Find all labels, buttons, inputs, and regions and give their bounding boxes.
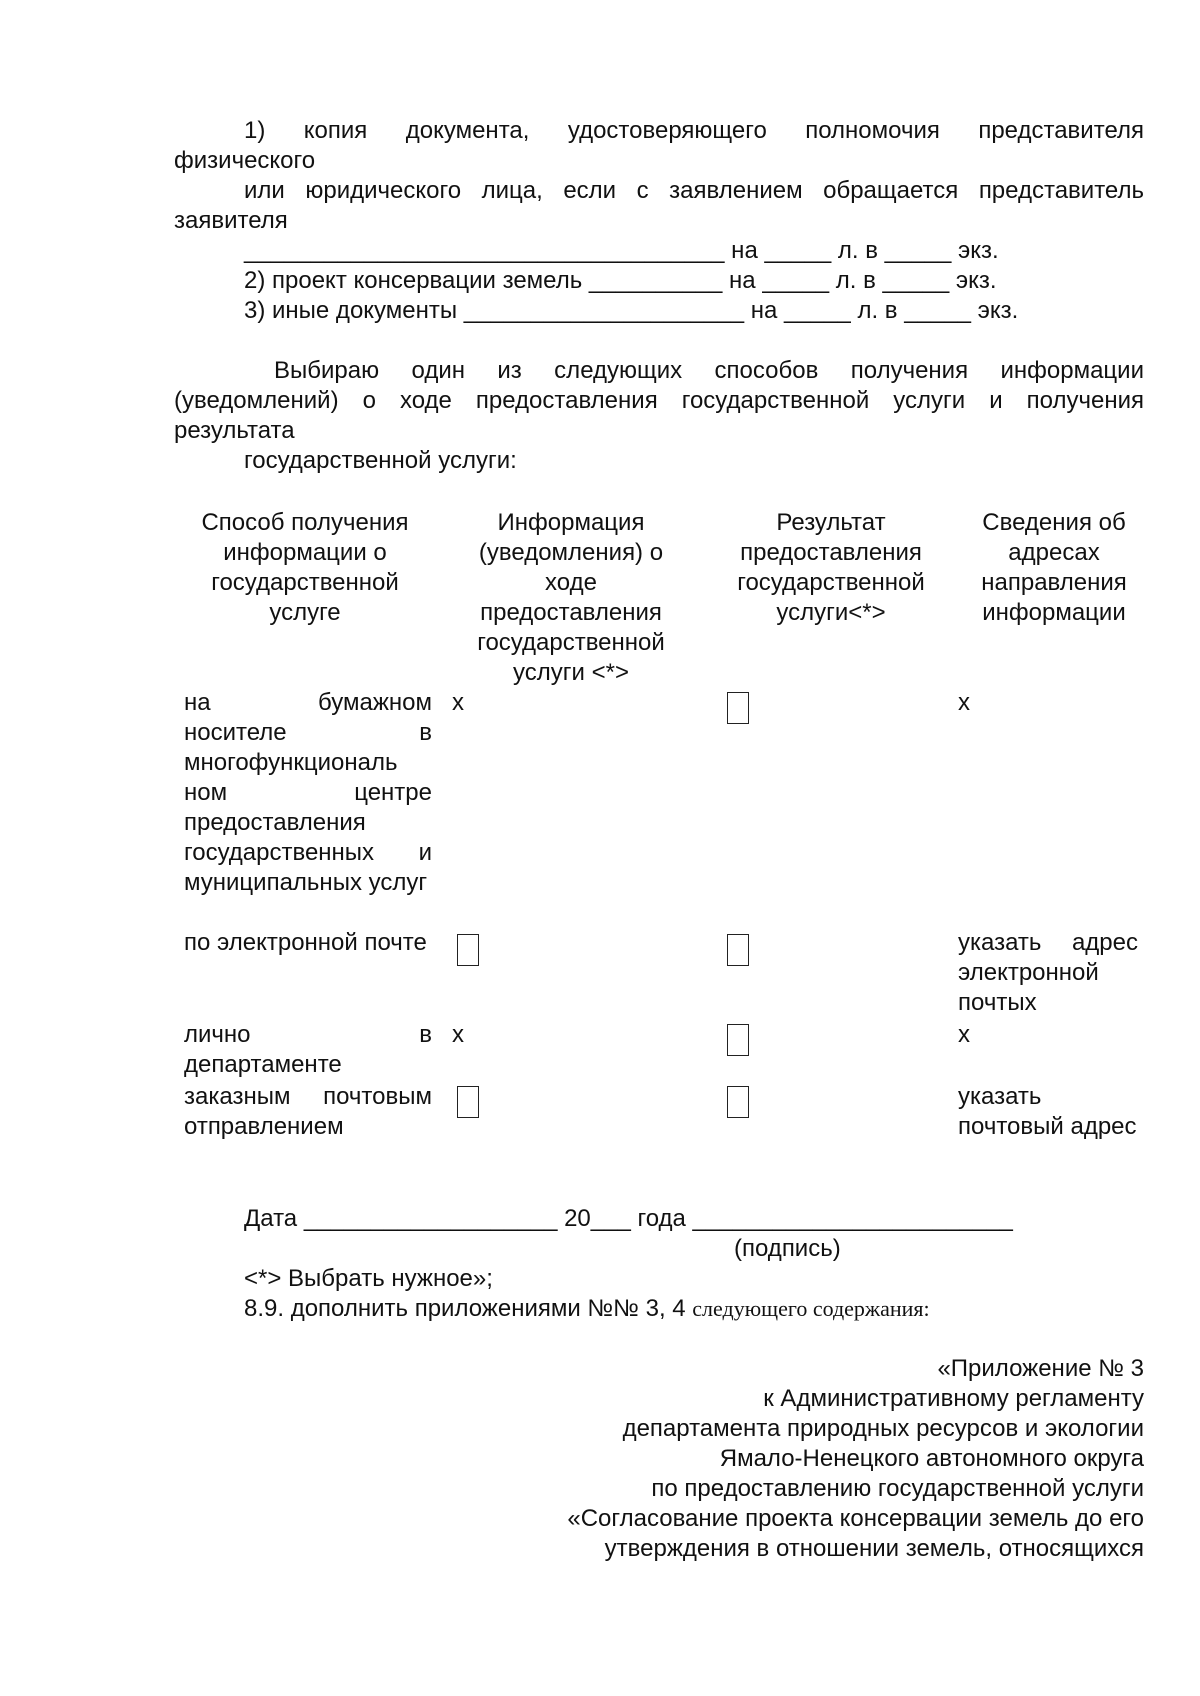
header-result: Результат предоставления государственной услуги<*> (737, 509, 925, 626)
choice-paragraph-line-3: результата (174, 417, 295, 444)
appendix-line-7: утверждения в отношении земель, относящихся (604, 1535, 1144, 1562)
row-1-info-mark: x (452, 689, 464, 716)
row-1-address-mark: x (958, 689, 970, 716)
row-2-address: указать адрес электронной почтых (958, 929, 1138, 1016)
appendix-line-1: «Приложение № 3 (937, 1355, 1144, 1382)
choice-paragraph-line-1: Выбираю один из следующих способов получения информации (274, 357, 1144, 384)
appendix-line-4: Ямало-Ненецкого автономного округа (719, 1445, 1144, 1472)
header-info: Информация (уведомления) о ходе предоставления государственной услуги <*> (477, 509, 665, 686)
attachment-item-1-line-4: заявителя (174, 207, 288, 234)
row-2-result-checkbox[interactable] (727, 934, 749, 966)
date-signature-line: Дата ___________________ 20___ года ________________________ (244, 1205, 1013, 1232)
attachment-item-1-line-1: 1) копия документа, удостоверяющего полномочия представителя (244, 117, 1144, 144)
row-2-method: по электронной почте (184, 929, 427, 956)
header-address: Сведения об адресах направления информации (981, 509, 1127, 626)
attachment-item-2: 2) проект консервации земель __________ на _____ л. в _____ экз. (244, 267, 997, 294)
appendix-line-5: по предоставлению государственной услуги (651, 1475, 1144, 1502)
appendix-line-3: департамента природных ресурсов и экологии (622, 1415, 1144, 1442)
signature-caption: (подпись) (734, 1235, 841, 1262)
header-method: Способ получения информации о государственной услуге (201, 509, 409, 626)
row-4-address: указать почтовый адрес (958, 1083, 1137, 1140)
attachment-item-1-line-5: ____________________________________ на _____ л. в _____ экз. (244, 237, 999, 264)
appendix-line-2: к Административному регламенту (763, 1385, 1144, 1412)
amendment-text-serif: следующего содержания: (692, 1296, 930, 1321)
footnote: <*> Выбрать нужное»; (244, 1265, 493, 1292)
appendix-line-6: «Согласование проекта консервации земель до его (567, 1505, 1144, 1532)
row-4-result-checkbox[interactable] (727, 1086, 749, 1118)
choice-paragraph-line-4: государственной услуги: (244, 447, 517, 474)
row-2-info-checkbox[interactable] (457, 934, 479, 966)
row-3-info-mark: x (452, 1021, 464, 1048)
row-3-method: лично в департаменте (184, 1021, 432, 1078)
row-3-result-checkbox[interactable] (727, 1024, 749, 1056)
choice-paragraph-line-2: (уведомлений) о ходе предоставления государственной услуги и получения (174, 387, 1144, 414)
row-1-result-checkbox[interactable] (727, 692, 749, 724)
amendment-line (244, 1294, 930, 1324)
row-1-method: на бумажном носителе в многофункциональ ном центре предоставления государственных и муниципальных услуг (184, 689, 432, 896)
row-4-method: заказным почтовым отправлением (184, 1083, 432, 1140)
attachment-item-3: 3) иные документы _____________________ на _____ л. в _____ экз. (244, 297, 1019, 324)
row-4-info-checkbox[interactable] (457, 1086, 479, 1118)
row-3-address-mark: x (958, 1021, 970, 1048)
attachment-item-1-line-2: физического (174, 147, 316, 174)
amendment-text: 8.9. дополнить приложениями №№ 3, 4 (244, 1295, 686, 1322)
attachment-item-1-line-3: или юридического лица, если с заявлением обращается представитель (244, 177, 1144, 204)
